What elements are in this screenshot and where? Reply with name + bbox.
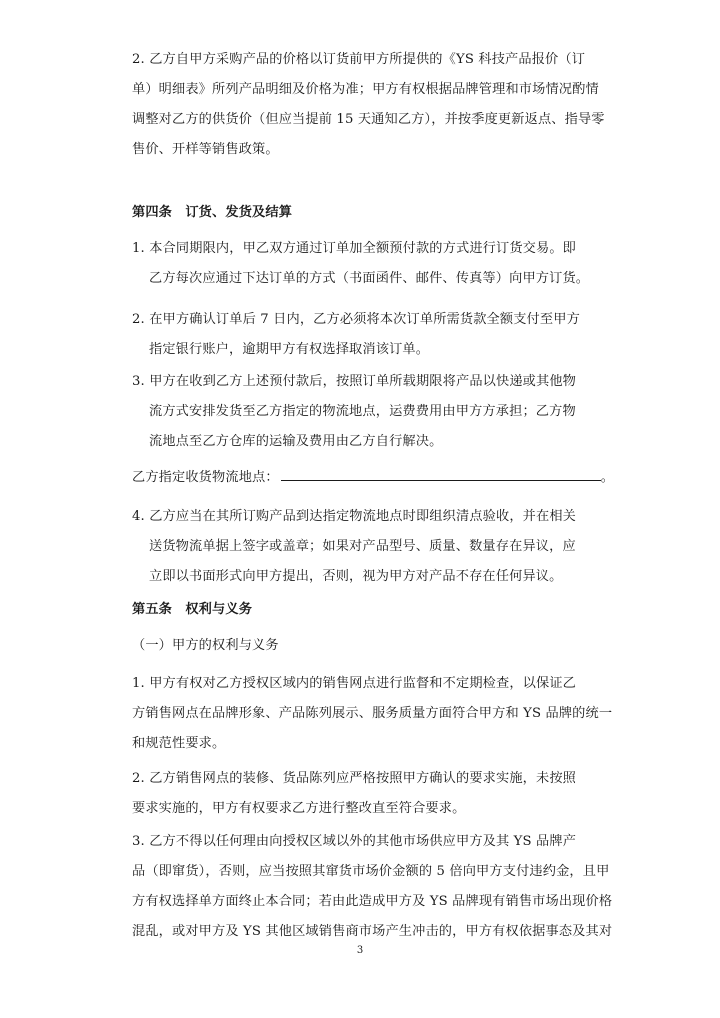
article-4-item-4 (132, 502, 618, 592)
text-line: 指定银行账户，逾期甲方有权选择取消该订单。 (149, 342, 430, 357)
text-line: 3. 乙方不得以任何理由向授权区域以外的其他市场供应甲方及其 YS 品牌产 (132, 834, 577, 849)
text-line: 方有权选择单方面终止本合同；若由此造成甲方及 YS 品牌现有销售市场出现价格 (132, 894, 613, 909)
text-line: 4. 乙方应当在其所订购产品到达指定物流地点时即组织清点验收，并在相关 (132, 509, 577, 524)
text-line: 立即以书面形式向甲方提出，否则，视为甲方对产品不存在任何异议。 (149, 569, 563, 584)
logistics-label: 乙方指定收货物流地点： (132, 470, 279, 485)
text-line: 1. 本合同期限内，甲乙双方通过订单加全额预付款的方式进行订货交易。即 (132, 241, 577, 256)
text-line: 调整对乙方的供货价（但应当提前 15 天通知乙方），并按季度更新返点、指导零 (132, 112, 605, 127)
article-heading: 第四条 订货、发货及结算 (132, 205, 293, 220)
logistics-address-line (132, 463, 618, 493)
article-5-heading-block (132, 595, 618, 625)
text-line: 乙方每次应通过下达订单的方式（书面函件、邮件、传真等）向甲方订货。 (149, 271, 590, 286)
logistics-end-mark: 。 (600, 470, 615, 485)
text-line: 1. 甲方有权对乙方授权区域内的销售网点进行监督和不定期检查，以保证乙 (132, 676, 577, 691)
text-line: 方销售网点在品牌形象、产品陈列展示、服务质量方面符合甲方和 YS 品牌的统一 (132, 706, 613, 721)
text-line: 2. 乙方自甲方采购产品的价格以订货前甲方所提供的《YS 科技产品报价（订 (132, 52, 586, 67)
text-line: 品（即窜货），否则，应当按照其窜货市场价金额的 5 倍向甲方支付违约金，且甲 (132, 864, 610, 879)
text-line: 售价、开样等销售政策。 (132, 142, 279, 157)
logistics-address-blank[interactable] (281, 466, 601, 481)
article-4-item-3 (132, 367, 618, 457)
paragraph-price-terms (132, 45, 618, 165)
text-line: 3. 甲方在收到乙方上述预付款后，按照订单所载期限将产品以快递或其他物 (132, 374, 577, 389)
article-5-subheading-block (132, 631, 618, 661)
text-line: 混乱，或对甲方及 YS 其他区域销售商市场产生冲击的，甲方有权依据事态及其对 (132, 924, 613, 939)
text-line: 送货物流单据上签字或盖章；如果对产品型号、质量、数量存在异议，应 (149, 539, 576, 554)
text-line: 单）明细表》所列产品明细及价格为准；甲方有权根据品牌管理和市场情况酌情 (132, 82, 599, 97)
article-heading: 第五条 权利与义务 (132, 602, 253, 617)
text-line: 流地点至乙方仓库的运输及费用由乙方自行解决。 (149, 434, 443, 449)
article-5-item-2 (132, 764, 618, 824)
text-line: 和规范性要求。 (132, 736, 226, 751)
section-subheading: （一）甲方的权利与义务 (132, 638, 279, 653)
article-4-item-2 (132, 305, 618, 365)
text-line: 2. 在甲方确认订单后 7 日内，乙方必须将本次订单所需货款全额支付至甲方 (132, 312, 580, 327)
text-line: 流方式安排发货至乙方指定的物流地点，运费费用由甲方方承担；乙方物 (149, 404, 576, 419)
article-4-item-1 (132, 234, 618, 294)
article-4-heading-block (132, 198, 618, 228)
text-line: 2. 乙方销售网点的装修、货品陈列应严格按照甲方确认的要求实施，未按照 (132, 771, 577, 786)
text-line: 要求实施的，甲方有权要求乙方进行整改直至符合要求。 (132, 801, 466, 816)
article-5-item-3 (132, 827, 618, 947)
page-number: 3 (356, 945, 364, 956)
article-5-item-1 (132, 669, 618, 759)
